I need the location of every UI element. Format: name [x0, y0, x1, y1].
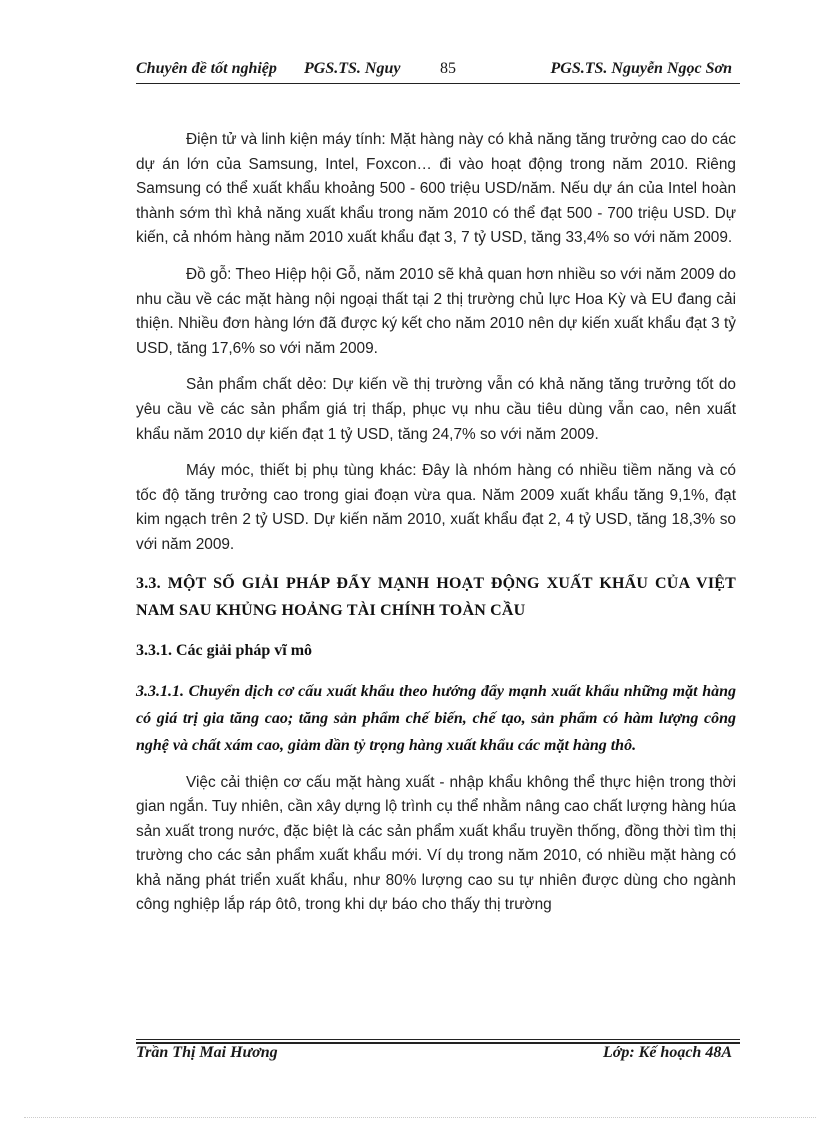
paragraph-wood: Đồ gỗ: Theo Hiệp hội Gỗ, năm 2010 sẽ khả quan hơn nhiều so với năm 2009 do nhu cầu về các mặt hàng nội ngoại thất tại 2 thị trường chủ lực Hoa Kỳ và EU đang cải thiện. Nhiều đơn hàng lớn đã được ký kết cho năm 2010 nên dự kiến xuất khẩu đạt 3 tỷ USD, tăng 17,6% so với năm 2009.	[136, 265, 736, 357]
paragraph-plastics: Sản phẩm chất dẻo: Dự kiến về thị trường vẫn có khả năng tăng trưởng tốt do yêu cầu về các sản phẩm giá trị thấp, phục vụ nhu cầu tiêu dùng vẫn cao, nên xuất khẩu năm 2010 dự kiến đạt 1 tỷ USD, tăng 24,7% so với năm 2009.	[136, 376, 736, 443]
header-divider	[136, 83, 740, 84]
subsection-title: 3.3.1. Các giải pháp vĩ mô	[136, 641, 313, 659]
paragraph-machinery: Máy móc, thiết bị phụ tùng khác: Đây là nhóm hàng có nhiều tiềm năng và có tốc độ tăng trưởng cao trong giai đoạn vừa qua. Năm 2009 xuất khẩu tăng 9,1%, đạt kim ngạch trên 2 tỷ USD. Dự kiến năm 2010, xuất khẩu đạt 2, 4 tỷ USD, tăng 18,3% so với năm 2009.	[136, 462, 736, 553]
paragraph-structure-improvement: Việc cải thiện cơ cấu mặt hàng xuất - nhập khẩu không thể thực hiện trong thời gian ngắn. Tuy nhiên, cần xây dựng lộ trình cụ thể nhằm nâng cao chất lượng hàng húa sản xuất trong nước, đặc biệt là các sản phẩm xuất khẩu truyền thống, đồng thời tìm thị trường cho các sản phẩm xuất khẩu mới. Ví dụ trong năm 2010, có nhiều mặt hàng có khả năng phát triển xuất khẩu, như 80% lượng cao su tự nhiên được dùng cho ngành công nghiệp lắp ráp ôtô, trong khi dự báo cho thấy thị trường	[136, 773, 736, 914]
subsubsection-title: 3.3.1.1. Chuyển dịch cơ cấu xuất khẩu theo hướng đẩy mạnh xuất khẩu những mặt hàng có giá trị gia tăng cao; tăng sản phẩm chế biến, chế tạo, sản phẩm có hàm lượng công nghệ và chất xám cao, giảm dần tỷ trọng hàng xuất khẩu các mặt hàng thô.	[136, 682, 736, 754]
page-footer	[136, 1044, 740, 1068]
footer-author: Trần Thị Mai Hương	[136, 1044, 278, 1061]
footer-class: Lớp: Kế hoạch 48A	[602, 1044, 732, 1061]
page-header	[136, 58, 740, 84]
header-advisor: PGS.TS. Nguyễn Ngọc Sơn	[550, 60, 732, 77]
section-title: 3.3. MỘT SỐ GIẢI PHÁP ĐẨY MẠNH HOẠT ĐỘNG XUẤT KHẨU CỦA VIỆT NAM SAU KHỦNG HOẢNG TÀI CHÍNH TOÀN CẦU	[136, 574, 736, 619]
header-document-type: Chuyên đề tốt nghiệp	[136, 60, 277, 77]
page-number: 85	[440, 60, 456, 77]
footer-divider-thin	[136, 1039, 740, 1040]
paragraph-electronics: Điện tử và linh kiện máy tính: Mặt hàng này có khả năng tăng trưởng cao do các dự án lớn của Samsung, Intel, Foxcon… đi vào hoạt động trong năm 2010. Riêng Samsung có thể xuất khẩu khoảng 500 - 600 triệu USD/năm. Nếu dự án của Intel hoàn thành sớm thì khả năng xuất khẩu trong năm 2010 có thể đạt 500 - 700 triệu USD. Dự kiến, cả nhóm hàng năm 2010 xuất khẩu đạt 3, 7 tỷ USD, tăng 33,4% so với năm 2009.	[136, 131, 736, 247]
page-body	[136, 128, 736, 930]
header-advisor-truncated: PGS.TS. Nguy	[304, 60, 401, 77]
page-bottom-edge	[24, 1117, 816, 1118]
